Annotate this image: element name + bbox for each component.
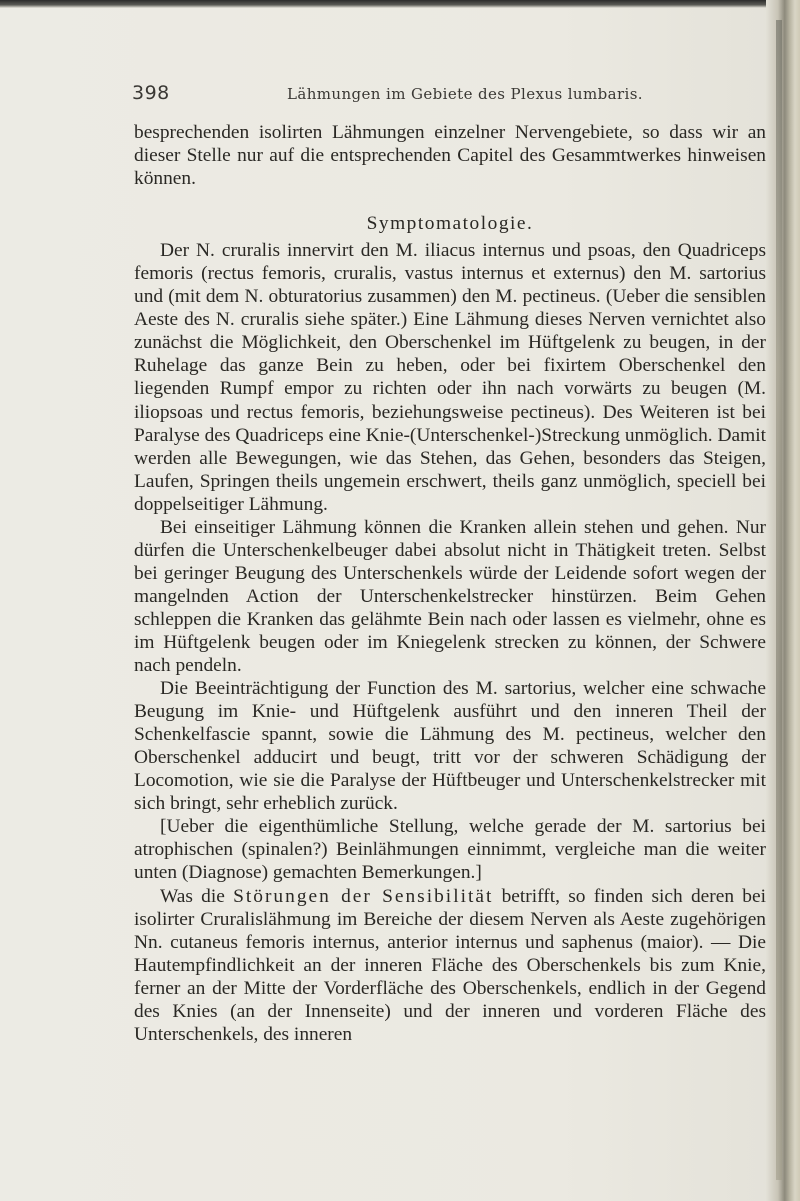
paragraph-continued: besprechenden isolirten Lähmungen einzelner Nervengebiete, so dass wir an dieser Stelle nur auf die entsprechenden Capitel des Gesammtwerkes hinweisen können. [134, 122, 766, 190]
scan-top-edge [0, 0, 800, 8]
running-head: Lähmungen im Gebiete des Plexus lumbaris. [287, 85, 643, 103]
body-text [134, 121, 766, 1046]
emphasis-spaced: Störungen der Sensibilität [233, 885, 494, 907]
paragraph: Der N. cruralis innervirt den M. iliacus internus und psoas, den Quadriceps femoris (rectus femoris, cruralis, vastus internus et externus) den M. sartorius und (mit dem N. obturatorius zusammen) den M. pectineus. (Ueber die sensiblen Aeste des N. cruralis siehe später.) Eine Lähmung dieses Nerven vernichtet also zunächst die Möglichkeit, den Oberschenkel im Hüftgelenk zu beugen, in der Ruhelage das ganze Bein zu heben, oder bei fixirtem Oberschenkel den liegenden Rumpf empor zu richten oder ihn nach vorwärts zu beugen (M. iliopsoas und rectus femoris, beziehungsweise pectineus). Des Weiteren ist bei Paralyse des Quadriceps eine Knie-(Unterschenkel-)Streckung unmöglich. Damit werden alle Bewegungen, wie das Stehen, das Gehen, besonders das Steigen, Laufen, Springen theils ungemein erschwert, theils ganz unmöglich, speciell bei doppelseitiger Lähmung. [134, 240, 766, 515]
page-binding-edge [766, 0, 800, 1201]
section-heading: Symptomatologie. [366, 213, 534, 235]
paragraph [134, 885, 766, 1046]
paragraph: Bei einseitiger Lähmung können die Kranken allein stehen und gehen. Nur dürfen die Unterschenkelbeuger dabei absolut nicht in Thätigkeit treten. Selbst bei geringer Beugung des Unterschenkels würde der Leidende sofort wegen der mangelnden Action der Unterschenkelstrecker hinstürzen. Beim Gehen schleppen die Kranken das gelähmte Bein nach oder lassen es vielmehr, ohne es im Hüftgelenk beugen oder im Kniegelenk strecken zu können, der Schwere nach pendeln. [134, 516, 766, 677]
paragraph-rest: betrifft, so finden sich deren bei isolirter Cruralislähmung im Bereiche der diesem Nerven als Aeste zugehörigen Nn. cutaneus femoris internus, anterior internus und saphenus (maior). — Die Hautempfindlichkeit an der inneren Fläche des Oberschenkels bis zum Knie, ferner an der Mitte der Vorderfläche des Oberschenkels, endlich in der Gegend des Knies (an der Innenseite) und der inneren und vorderen Fläche des Unterschenkels, des inneren [134, 885, 766, 1045]
page-header [132, 82, 752, 110]
paragraph-lead: Was die [160, 885, 234, 907]
paragraph: Die Beeinträchtigung der Function des M. sartorius, welcher eine schwache Beugung im Knie- und Hüftgelenk ausführt und den inneren Theil der Schenkelfascie spannt, sowie die Lähmung des M. pectineus, welcher den Oberschenkel adducirt und beugt, tritt vor der schweren Schädigung der Locomotion, wie sie die Paralyse der Hüftbeuger und Unterschenkelstrecker mit sich bringt, sehr erheblich zurück. [134, 678, 766, 815]
page-number: 398 [132, 82, 170, 104]
page-fold-shadow [776, 20, 782, 1180]
paragraph: [Ueber die eigenthümliche Stellung, welche gerade der M. sartorius bei atrophischen (spinalen?) Beinlähmungen einnimmt, vergleiche man die weiter unten (Diagnose) gemachten Bemerkungen.] [134, 816, 766, 884]
